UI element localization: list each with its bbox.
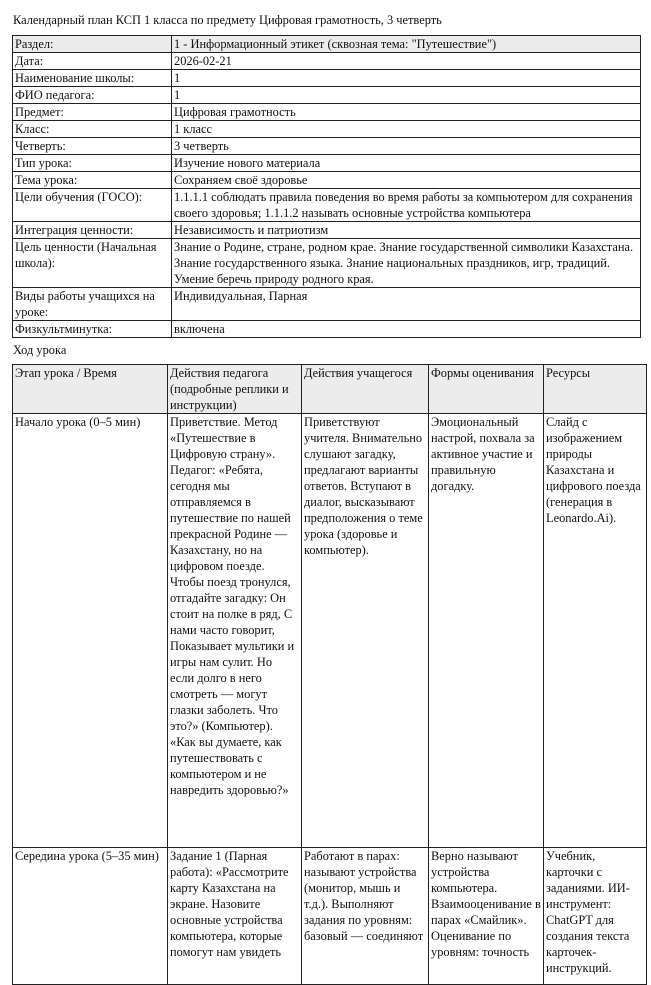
info-value: 2026-02-21 <box>172 53 641 70</box>
info-row <box>13 104 641 121</box>
lesson-header-row <box>13 365 647 414</box>
info-row <box>13 36 641 53</box>
info-label: Тема урока: <box>13 172 172 189</box>
teacher-cell: Приветствие. Метод «Путешествие в Цифровую страну». Педагог: «Ребята, сегодня мы отправляемся в путешествие по нашей прекрасной Родине — Казахстану, но на цифровом поезде. Чтобы поезд тронулся, отгадайте загадку: Он стоит на полке в ряд, С нами часто говорит, Показывает мультики и игры нам сулит. Но если долго в него смотреть — могут глазки заболеть. Что это?» (Компьютер). «Как вы думаете, как путешествовать с компьютером и не навредить здоровью?» <box>168 414 302 848</box>
student-cell: Приветствуют учителя. Внимательно слушают загадку, предлагают варианты ответов. Вступают в диалог, высказывают предположения о теме урока (здоровье и компьютер). <box>302 414 429 848</box>
info-row <box>13 288 641 321</box>
info-row <box>13 53 641 70</box>
info-label: Виды работы учащихся на уроке: <box>13 288 172 321</box>
resources-cell: Слайд с изображением природы Казахстана и цифрового поезда (генерация в Leonardo.Ai). <box>544 414 647 848</box>
info-value: Цифровая грамотность <box>172 104 641 121</box>
info-label: Тип урока: <box>13 155 172 172</box>
info-value: 3 четверть <box>172 138 641 155</box>
header-student: Действия учащегося <box>302 365 429 414</box>
info-label: Физкультминутка: <box>13 321 172 338</box>
lesson-row <box>13 414 647 848</box>
info-value: 1 <box>172 87 641 104</box>
info-value: Сохраняем своё здоровье <box>172 172 641 189</box>
info-label: Цели обучения (ГОСО): <box>13 189 172 222</box>
lesson-flow-table <box>12 364 647 985</box>
info-label: Цель ценности (Начальная школа): <box>13 239 172 288</box>
info-row <box>13 121 641 138</box>
info-label: ФИО педагога: <box>13 87 172 104</box>
info-row <box>13 222 641 239</box>
info-label: Предмет: <box>13 104 172 121</box>
forms-cell: Эмоциональный настрой, похвала за активное участие и правильную догадку. <box>429 414 544 848</box>
info-label: Четверть: <box>13 138 172 155</box>
resources-cell: Учебник, карточки с заданиями. ИИ-инструмент: ChatGPT для создания текста карточек-инструкций. <box>544 848 647 985</box>
info-value: Индивидуальная, Парная <box>172 288 641 321</box>
info-row <box>13 155 641 172</box>
info-value: Знание о Родине, стране, родном крае. Знание государственной символики Казахстана. Знание государственного языка. Знание национальных праздников, игр, традиций. Умение беречь природу родного края. <box>172 239 641 288</box>
lesson-row <box>13 848 647 985</box>
info-row <box>13 189 641 222</box>
header-stage: Этап урока / Время <box>13 365 168 414</box>
info-label: Дата: <box>13 53 172 70</box>
info-value: Изучение нового материала <box>172 155 641 172</box>
info-row <box>13 172 641 189</box>
info-row <box>13 87 641 104</box>
info-label: Класс: <box>13 121 172 138</box>
teacher-cell: Задание 1 (Парная работа): «Рассмотрите карту Казахстана на экране. Назовите основные устройства компьютера, которые помогут нам увидеть <box>168 848 302 985</box>
lesson-info-table <box>12 35 641 338</box>
forms-cell: Верно называют устройства компьютера. Взаимооценивание в парах «Смайлик». Оценивание по уровням: точность <box>429 848 544 985</box>
header-resources: Ресурсы <box>544 365 647 414</box>
info-value: 1.1.1.1 соблюдать правила поведения во время работы за компьютером для сохранения своего здоровья; 1.1.1.2 называть основные устройства компьютера <box>172 189 641 222</box>
student-cell: Работают в парах: называют устройства (монитор, мышь и т.д.). Выполняют задания по уровням: базовый — соединяют <box>302 848 429 985</box>
header-forms: Формы оценивания <box>429 365 544 414</box>
info-label: Раздел: <box>13 36 172 53</box>
info-row <box>13 321 641 338</box>
header-teacher: Действия педагога (подробные реплики и инструкции) <box>168 365 302 414</box>
stage-cell: Середина урока (5–35 мин) <box>13 848 168 985</box>
info-value: 1 класс <box>172 121 641 138</box>
info-row <box>13 70 641 87</box>
info-value: 1 - Информационный этикет (сквозная тема: "Путешествие") <box>172 36 641 53</box>
info-value: включена <box>172 321 641 338</box>
info-row <box>13 138 641 155</box>
stage-cell: Начало урока (0–5 мин) <box>13 414 168 848</box>
info-label: Наименование школы: <box>13 70 172 87</box>
info-value: 1 <box>172 70 641 87</box>
info-label: Интеграция ценности: <box>13 222 172 239</box>
info-value: Независимость и патриотизм <box>172 222 641 239</box>
info-row <box>13 239 641 288</box>
section-title: Ход урока <box>13 343 67 357</box>
document-title: Календарный план КСП 1 класса по предмету Цифровая грамотность, 3 четверть <box>13 13 442 27</box>
